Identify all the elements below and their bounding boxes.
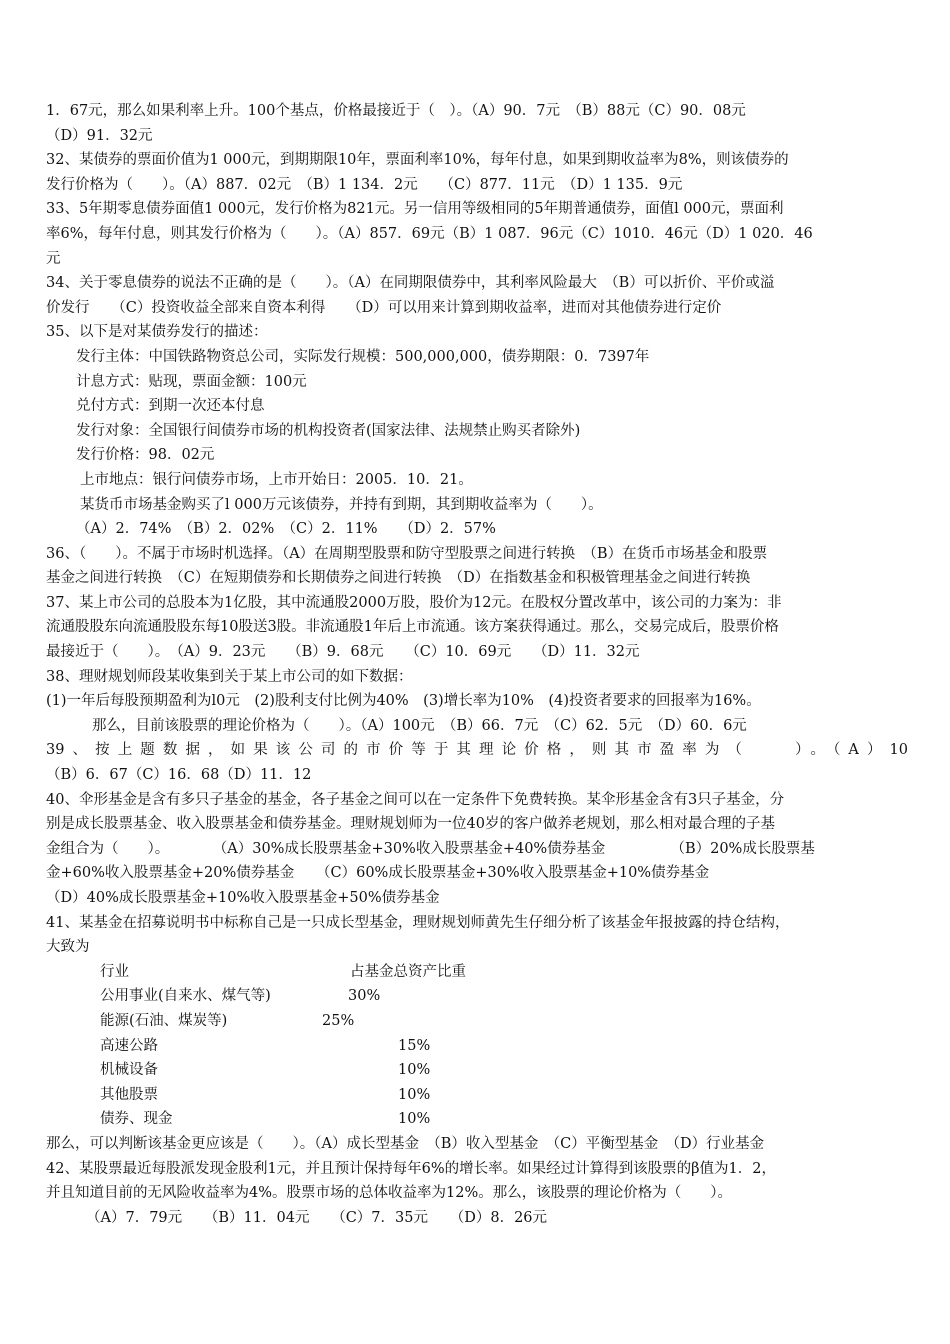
holdings-row: [46, 1058, 908, 1083]
q39-line-1: 39、按上题数据，如果该公司的市价等于其理论价格，则其市盈率为（ ）。（A）10: [46, 742, 908, 759]
q42-options: （A）7．79元 （B）11．04元 （C）7．35元 （D）8．26元: [86, 1209, 548, 1226]
q40-line-4: 金+60%收入股票基金+20%债券基金 （C）60%成长股票基金+30%收入股票基金+10%债券基金: [46, 865, 710, 882]
holdings-ratio: 30%: [348, 988, 381, 1005]
holdings-ratio: 15%: [398, 1037, 431, 1054]
q42-line-2: 并且知道目前的无风险收益率为4%。股票市场的总体收益率为12%。那么，该股票的理论价格为（ ）。: [46, 1185, 732, 1202]
q40-line-3: 金组合为（ ）。 （A）30%成长股票基金+30%收入股票基金+40%债券基金 （B）20%成长股票基: [46, 840, 815, 857]
q36-line-2: 基金之间进行转换 （C）在短期债券和长期债券之间进行转换 （D）在指数基金和积极管理基金之间进行转换: [46, 570, 751, 587]
q35-options: （A）2．74% （B）2．02% （C）2．11% （D）2．57%: [76, 521, 496, 538]
q35-price: 发行价格：98．02元: [76, 447, 215, 464]
holdings-ratio: 10%: [398, 1111, 431, 1128]
holdings-row: [46, 1009, 908, 1034]
q38-question: 那么，目前该股票的理论价格为（ ）。（A）100元 （B）66．7元 （C）62．5元 （D）60．6元: [92, 717, 747, 734]
q34-line-1: 34、关于零息债券的说法不正确的是（ ）。（A）在同期限债券中，其利率风险最大 （B）可以折价、平价或溢: [46, 275, 775, 292]
q35-interest-method: 计息方式：贴现，票面金额：100元: [76, 373, 307, 390]
q35-line-1: 35、以下是对某债券发行的描述：: [46, 324, 268, 341]
q32-line-1: 32、某债券的票面价值为1 000元，到期期限10年，票面利率10%，每年付息，如果到期收益率为8%，则该债券的: [46, 152, 789, 169]
holdings-header-row: [46, 960, 908, 985]
q33-line-2: 率6%，每年付息，则其发行价格为（ ）。（A）857．69元（B）1 087．96元（C）1010．46元（D）1 020．46: [46, 225, 813, 242]
q35-issuer: 发行主体：中国铁路物资总公司，实际发行规模：500,000,000，债券期限：0．7397年: [76, 348, 650, 365]
q40-line-5: （D）40%成长股票基金+10%收入股票基金+50%债券基金: [46, 890, 440, 906]
holdings-ratio: 10%: [398, 1086, 431, 1103]
q33-line-1: 33、5年期零息债券面值1 000元，发行价格为821元。另一信用等级相同的5年期普通债券，面值l 000元，票面利: [46, 201, 784, 218]
holdings-row: [46, 1083, 908, 1108]
holdings-industry: 高速公路: [100, 1037, 158, 1054]
holdings-industry: 债券、现金: [100, 1111, 173, 1128]
holdings-ratio: 10%: [398, 1062, 431, 1079]
q36-line-1: 36、（ ）。不属于市场时机选择。（A）在周期型股票和防守型股票之间进行转换 （B）在货币市场基金和股票: [46, 545, 768, 562]
q40-line-1: 40、伞形基金是含有多只子基金的基金，各子基金之间可以在一定条件下免费转换。某伞形基金含有3只子基金，分: [46, 791, 785, 808]
q32-line-2: 发行价格为（ ）。（A）887．02元 （B）1 134．2元 （C）877．11元 （D）1 135．9元: [46, 176, 683, 193]
holdings-row: [46, 1107, 908, 1132]
q35-redemption: 兑付方式：到期一次还本付息: [76, 398, 265, 415]
q35-listing: 上市地点：银行问债券市场，上市开始日：2005．10．21。: [80, 471, 473, 488]
q40-line-2: 别是成长股票基金、收入股票基金和债券基金。理财规划师为一位40岁的客户做养老规划，那么相对最合理的子基: [46, 816, 775, 833]
exam-document: [46, 99, 908, 1230]
q39-line-2: （B）6．67（C）16．68（D）11．12: [46, 767, 312, 784]
q38-line-1: 38、理财规划师段某收集到关于某上市公司的如下数据：: [46, 668, 413, 685]
q38-data: (1)一年后每股预期盈利为l0元 (2)股利支付比例为40% (3)增长率为10% (4)投资者要求的回报率为16%。: [46, 693, 761, 710]
q34-line-2: 价发行 （C）投资收益全部来自资本利得 （D）可以用来计算到期收益率，进而对其他债券进行定价: [46, 299, 722, 316]
holdings-row: [46, 1034, 908, 1059]
holdings-industry: 能源(石油、煤炭等): [100, 1012, 228, 1029]
holdings-ratio: 25%: [322, 1012, 355, 1029]
holdings-industry: 公用事业(自来水、煤气等): [100, 988, 271, 1005]
q35-target: 发行对象：全国银行间债券市场的机构投资者(国家法律、法规禁止购买者除外): [76, 422, 581, 439]
q35-question: 某货币市场基金购买了l 000万元该债券，并持有到期，其到期收益率为（ ）。: [80, 496, 603, 513]
q37-line-1: 37、某上市公司的总股本为1亿股，其中流通股2000万股，股价为12元。在股权分置改革中，该公司的力案为：非: [46, 594, 782, 611]
q33-line-3: 元: [46, 250, 61, 267]
q31-line-2: （D）91．32元: [46, 127, 153, 144]
holdings-row: [46, 984, 908, 1009]
q41-conclusion: 那么，可以判断该基金更应该是（ ）。（A）成长型基金 （B）收入型基金 （C）平衡型基金 （D）行业基金: [46, 1135, 765, 1152]
q41-line-2: 大致为: [46, 939, 90, 956]
q42-line-1: 42、某股票最近每股派发现金股利1元，并且预计保持每年6%的增长率。如果经过计算得到该股票的β值为1．2，: [46, 1160, 777, 1177]
holdings-table: [46, 960, 908, 1132]
holdings-col-industry: 行业: [100, 963, 129, 980]
holdings-industry: 机械设备: [100, 1062, 158, 1079]
q31-line-1: 1．67元，那么如果利率上升。100个基点，价格最接近于（ ）。（A）90．7元 （B）88元（C）90．08元: [46, 103, 746, 119]
holdings-industry: 其他股票: [100, 1086, 158, 1103]
q37-line-2: 流通股股东向流通股股东每10股送3股。非流通股1年后上市流通。该方案获得通过。那么，交易完成后，股票价格: [46, 619, 779, 636]
q41-line-1: 41、某基金在招募说明书中标称自己是一只成长型基金，理财规划师黄先生仔细分析了该基金年报披露的持仓结构，: [46, 914, 790, 931]
holdings-col-ratio: 占基金总资产比重: [350, 963, 466, 980]
q37-line-3: 最接近于（ ）。 （A）9．23元 （B）9．68元 （C）10．69元 （D）11．32元: [46, 644, 640, 661]
